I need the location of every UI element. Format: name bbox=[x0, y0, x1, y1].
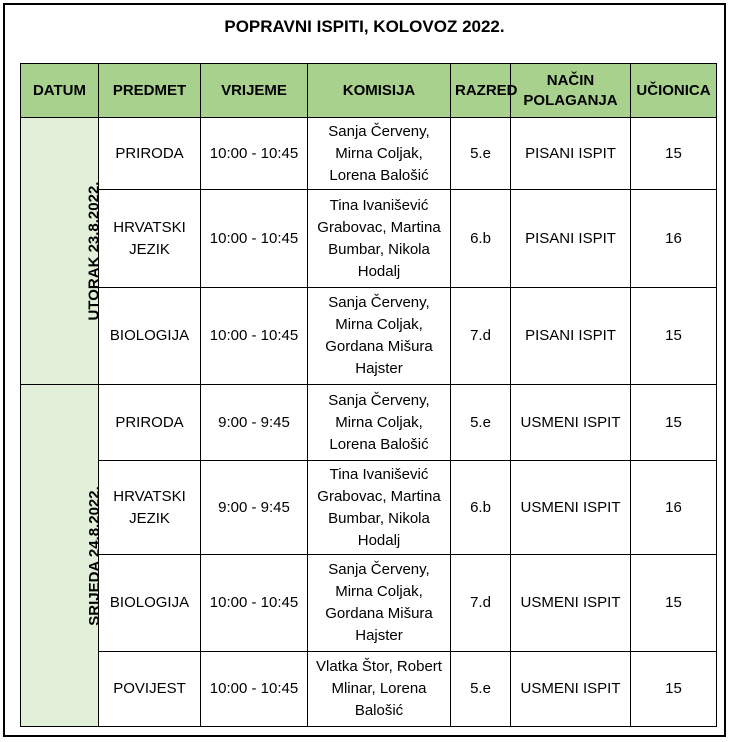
vrijeme-cell: 10:00 - 10:45 bbox=[201, 190, 308, 288]
table-row bbox=[21, 118, 717, 190]
ucionica-cell: 16 bbox=[631, 190, 717, 288]
header-row bbox=[21, 64, 717, 118]
header-predmet: PREDMET bbox=[99, 64, 201, 118]
komisija-cell: Sanja Červeny, Mirna Coljak, Lorena Balošić bbox=[308, 385, 451, 461]
table-row bbox=[21, 288, 717, 385]
document-frame bbox=[3, 3, 726, 737]
date-label: SRIJEDA 24.8.2022. bbox=[85, 485, 103, 626]
razred-cell: 5.e bbox=[451, 118, 511, 190]
predmet-cell: HRVATSKI JEZIK bbox=[99, 461, 201, 555]
komisija-cell: Sanja Červeny, Mirna Coljak, Lorena Balošić bbox=[308, 118, 451, 190]
header-datum: DATUM bbox=[21, 64, 99, 118]
predmet-cell: BIOLOGIJA bbox=[99, 288, 201, 385]
header-nacin-polaganja: NAČIN POLAGANJA bbox=[511, 64, 631, 118]
vrijeme-cell: 9:00 - 9:45 bbox=[201, 385, 308, 461]
header-komisija: KOMISIJA bbox=[308, 64, 451, 118]
date-label: UTORAK 23.8.2022. bbox=[85, 181, 103, 321]
nacin-cell: PISANI ISPIT bbox=[511, 190, 631, 288]
header-razred: RAZRED bbox=[451, 64, 511, 118]
ucionica-cell: 15 bbox=[631, 118, 717, 190]
nacin-cell: USMENI ISPIT bbox=[511, 385, 631, 461]
header-vrijeme: VRIJEME bbox=[201, 64, 308, 118]
ucionica-cell: 16 bbox=[631, 461, 717, 555]
nacin-cell: PISANI ISPIT bbox=[511, 118, 631, 190]
table-row bbox=[21, 652, 717, 727]
vrijeme-cell: 10:00 - 10:45 bbox=[201, 652, 308, 727]
komisija-cell: Tina Ivanišević Grabovac, Martina Bumbar, Nikola Hodalj bbox=[308, 461, 451, 555]
table-row bbox=[21, 190, 717, 288]
vrijeme-cell: 10:00 - 10:45 bbox=[201, 118, 308, 190]
predmet-cell: PRIRODA bbox=[99, 385, 201, 461]
predmet-cell: PRIRODA bbox=[99, 118, 201, 190]
ucionica-cell: 15 bbox=[631, 555, 717, 652]
razred-cell: 6.b bbox=[451, 190, 511, 288]
ucionica-cell: 15 bbox=[631, 652, 717, 727]
nacin-cell: USMENI ISPIT bbox=[511, 652, 631, 727]
komisija-cell: Sanja Červeny, Mirna Coljak, Gordana Mišura Hajster bbox=[308, 555, 451, 652]
razred-cell: 5.e bbox=[451, 652, 511, 727]
nacin-cell: USMENI ISPIT bbox=[511, 555, 631, 652]
komisija-cell: Tina Ivanišević Grabovac, Martina Bumbar, Nikola Hodalj bbox=[308, 190, 451, 288]
vrijeme-cell: 9:00 - 9:45 bbox=[201, 461, 308, 555]
razred-cell: 7.d bbox=[451, 288, 511, 385]
ucionica-cell: 15 bbox=[631, 288, 717, 385]
komisija-cell: Vlatka Štor, Robert Mlinar, Lorena Balošić bbox=[308, 652, 451, 727]
date-cell-wednesday bbox=[21, 385, 103, 727]
nacin-cell: USMENI ISPIT bbox=[511, 461, 631, 555]
predmet-cell: POVIJEST bbox=[99, 652, 201, 727]
table-row bbox=[21, 461, 717, 555]
vrijeme-cell: 10:00 - 10:45 bbox=[201, 555, 308, 652]
nacin-cell: PISANI ISPIT bbox=[511, 288, 631, 385]
komisija-cell: Sanja Červeny, Mirna Coljak, Gordana Mišura Hajster bbox=[308, 288, 451, 385]
exam-schedule-table bbox=[20, 63, 717, 727]
razred-cell: 5.e bbox=[451, 385, 511, 461]
razred-cell: 7.d bbox=[451, 555, 511, 652]
predmet-cell: BIOLOGIJA bbox=[99, 555, 201, 652]
predmet-cell: HRVATSKI JEZIK bbox=[99, 190, 201, 288]
razred-cell: 6.b bbox=[451, 461, 511, 555]
table-row bbox=[21, 555, 717, 652]
date-cell-tuesday bbox=[21, 118, 103, 385]
header-ucionica: UČIONICA bbox=[631, 64, 717, 118]
vrijeme-cell: 10:00 - 10:45 bbox=[201, 288, 308, 385]
page-title: POPRAVNI ISPITI, KOLOVOZ 2022. bbox=[224, 17, 505, 36]
table-row bbox=[21, 385, 717, 461]
ucionica-cell: 15 bbox=[631, 385, 717, 461]
